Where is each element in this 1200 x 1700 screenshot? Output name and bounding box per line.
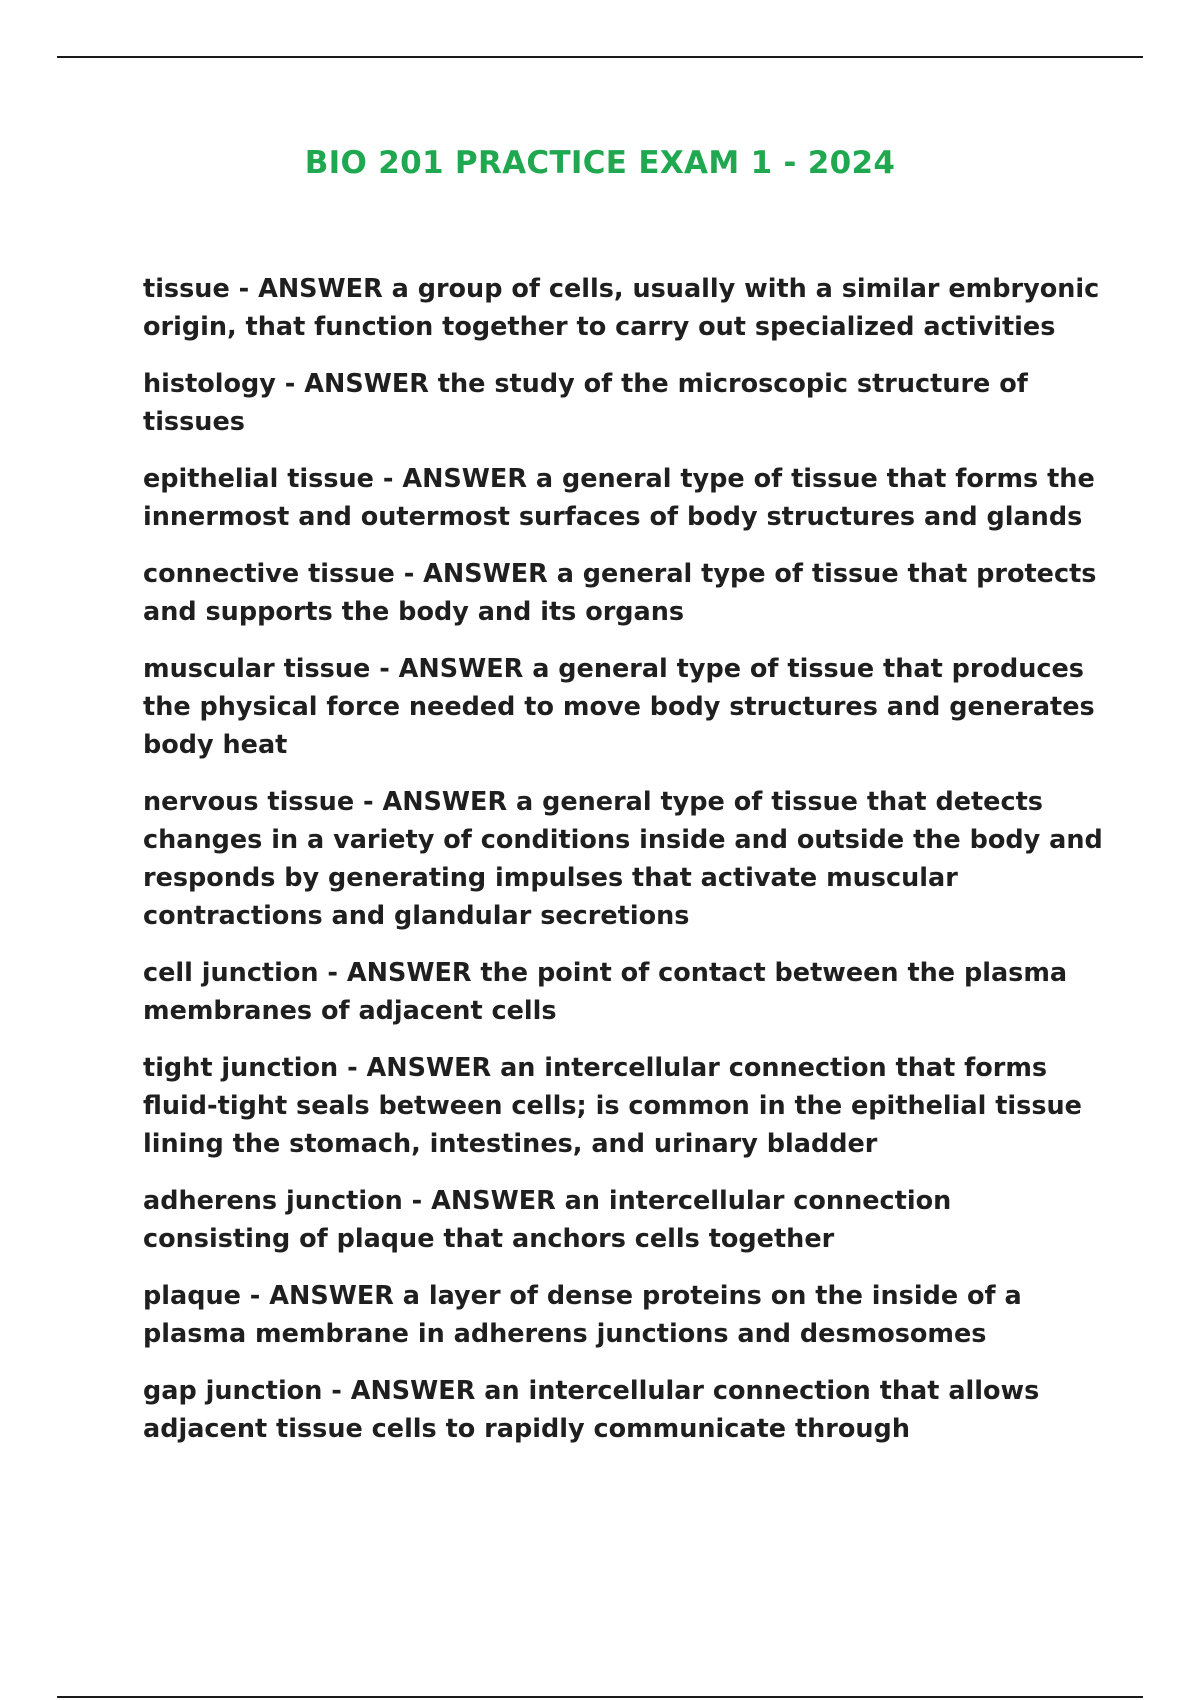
answer-label: ANSWER (350, 1376, 476, 1406)
answer-label: ANSWER (258, 274, 383, 304)
answer-label: ANSWER (398, 654, 524, 684)
separator: - (275, 369, 296, 399)
answer-label: ANSWER (431, 1186, 556, 1216)
flashcard-entry (143, 270, 1103, 346)
term: histology (143, 369, 276, 399)
bottom-rule (57, 1696, 1143, 1698)
answer-label: ANSWER (304, 369, 429, 399)
separator: - (370, 654, 390, 684)
separator: - (394, 559, 415, 589)
flashcard-entry (143, 1049, 1103, 1163)
term: gap junction (143, 1376, 323, 1406)
term: adherens junction (143, 1186, 403, 1216)
flashcard-entry (143, 783, 1103, 935)
definition: the point of contact between the plasma membranes of adjacent cells (143, 958, 1068, 1026)
flashcard-entry (143, 1277, 1103, 1353)
definition: a general type of tissue that detects changes in a variety of conditions inside and outside the body and responds by generating impulses that activate muscular contractions and glandular secretions (143, 787, 1103, 931)
answer-label: ANSWER (382, 787, 508, 817)
definition: a group of cells, usually with a similar embryonic origin, that function together to carry out specialized activities (143, 274, 1100, 342)
flashcard-entry (143, 555, 1103, 631)
term: connective tissue (143, 559, 395, 589)
term: plaque (143, 1281, 241, 1311)
answer-label: ANSWER (269, 1281, 394, 1311)
definition: an intercellular connection that forms fluid-tight seals between cells; is common in the epithelial tissue lining the stomach, intestines, and urinary bladder (143, 1053, 1082, 1159)
flashcard-entry (143, 954, 1103, 1030)
flashcard-list (143, 270, 1103, 1467)
term: cell junction (143, 958, 319, 988)
definition: a general type of tissue that forms the innermost and outermost surfaces of body structures and glands (143, 464, 1095, 532)
definition: a general type of tissue that protects and supports the body and its organs (143, 559, 1097, 627)
term: nervous tissue (143, 787, 355, 817)
answer-label: ANSWER (366, 1053, 492, 1083)
definition: a layer of dense proteins on the inside of a plasma membrane in adherens junctions and desmosomes (143, 1281, 1022, 1349)
answer-label: ANSWER (402, 464, 527, 494)
flashcard-entry (143, 1372, 1103, 1448)
separator: - (373, 464, 394, 494)
separator: - (229, 274, 250, 304)
definition: an intercellular connection that allows adjacent tissue cells to rapidly communicate through (143, 1376, 1040, 1444)
term: epithelial tissue (143, 464, 374, 494)
separator: - (354, 787, 374, 817)
top-rule (57, 56, 1143, 58)
separator: - (402, 1186, 423, 1216)
page-title: BIO 201 PRACTICE EXAM 1 - 2024 (304, 145, 896, 181)
term: muscular tissue (143, 654, 371, 684)
definition: an intercellular connection consisting of plaque that anchors cells together (143, 1186, 952, 1254)
flashcard-entry (143, 1182, 1103, 1258)
separator: - (338, 1053, 358, 1083)
separator: - (322, 1376, 342, 1406)
term: tight junction (143, 1053, 339, 1083)
flashcard-entry (143, 460, 1103, 536)
separator: - (240, 1281, 261, 1311)
separator: - (318, 958, 339, 988)
definition: a general type of tissue that produces the physical force needed to move body structures and generates body heat (143, 654, 1095, 760)
definition: the study of the microscopic structure of tissues (143, 369, 1028, 437)
flashcard-entry (143, 650, 1103, 764)
flashcard-entry (143, 365, 1103, 441)
answer-label: ANSWER (346, 958, 472, 988)
term: tissue (143, 274, 230, 304)
answer-label: ANSWER (423, 559, 548, 589)
